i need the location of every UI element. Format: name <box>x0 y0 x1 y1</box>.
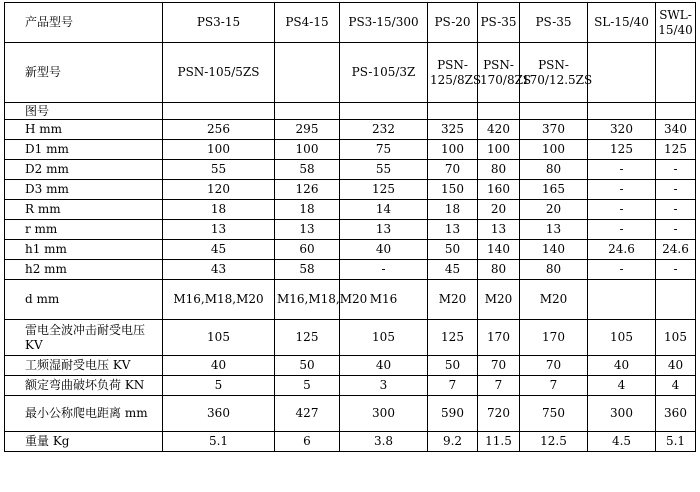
table-cell: PSN-170/12.5ZS <box>520 43 588 103</box>
table-cell: 11.5 <box>478 432 520 452</box>
row-label: D3 mm <box>5 180 163 200</box>
table-cell: 50 <box>275 356 340 376</box>
table-cell: 105 <box>163 320 275 356</box>
row-label: h2 mm <box>5 260 163 280</box>
table-cell: PSN-170/8ZS <box>478 43 520 103</box>
table-cell: 4 <box>588 376 656 396</box>
table-cell <box>520 103 588 120</box>
table-cell: 256 <box>163 120 275 140</box>
table-cell: 140 <box>520 240 588 260</box>
table-cell: 43 <box>163 260 275 280</box>
row-label: 工频湿耐受电压 KV <box>5 356 163 376</box>
table-cell: 45 <box>428 260 478 280</box>
table-cell: 170 <box>478 320 520 356</box>
table-cell: 6 <box>275 432 340 452</box>
table-cell: 160 <box>478 180 520 200</box>
table-cell: 125 <box>275 320 340 356</box>
table-cell: 80 <box>520 160 588 180</box>
row-label: R mm <box>5 200 163 220</box>
table-body <box>5 3 696 452</box>
table-cell: 105 <box>340 320 428 356</box>
table-cell: 55 <box>340 160 428 180</box>
table-cell: 370 <box>520 120 588 140</box>
table-cell <box>163 103 275 120</box>
table-row <box>5 160 696 180</box>
table-row <box>5 43 696 103</box>
table-cell <box>656 43 696 103</box>
table-cell: 420 <box>478 120 520 140</box>
table-cell: 80 <box>478 160 520 180</box>
table-cell: 140 <box>478 240 520 260</box>
table-cell: 427 <box>275 396 340 432</box>
table-cell: 80 <box>478 260 520 280</box>
table-cell: - <box>340 260 428 280</box>
row-label: 额定弯曲破坏负荷 KN <box>5 376 163 396</box>
table-cell: 4 <box>656 376 696 396</box>
table-cell: 5.1 <box>163 432 275 452</box>
table-cell: 18 <box>275 200 340 220</box>
table-cell: 360 <box>163 396 275 432</box>
table-cell: - <box>656 220 696 240</box>
table-cell: 7 <box>478 376 520 396</box>
table-cell: 50 <box>428 240 478 260</box>
table-cell <box>588 103 656 120</box>
table-cell: 295 <box>275 120 340 140</box>
table-cell: 18 <box>163 200 275 220</box>
table-cell: PS4-15 <box>275 3 340 43</box>
table-row <box>5 280 696 320</box>
table-cell: 55 <box>163 160 275 180</box>
table-cell: 40 <box>340 240 428 260</box>
table-cell: 40 <box>163 356 275 376</box>
table-cell: 4.5 <box>588 432 656 452</box>
table-cell: 9.2 <box>428 432 478 452</box>
table-cell: PSN-125/8ZS <box>428 43 478 103</box>
table-cell: 320 <box>588 120 656 140</box>
row-label: H mm <box>5 120 163 140</box>
table-row <box>5 200 696 220</box>
table-row <box>5 3 696 43</box>
table-row <box>5 180 696 200</box>
table-cell: 13 <box>163 220 275 240</box>
table-row <box>5 432 696 452</box>
table-cell: - <box>656 260 696 280</box>
table-cell: 125 <box>428 320 478 356</box>
table-cell: 13 <box>520 220 588 240</box>
table-cell: 105 <box>588 320 656 356</box>
table-cell: - <box>588 220 656 240</box>
table-cell <box>340 103 428 120</box>
row-label: r mm <box>5 220 163 240</box>
table-cell: 80 <box>520 260 588 280</box>
table-cell: 40 <box>340 356 428 376</box>
table-cell: 120 <box>163 180 275 200</box>
table-cell: 100 <box>163 140 275 160</box>
table-cell <box>428 103 478 120</box>
table-cell: 24.6 <box>656 240 696 260</box>
table-cell: - <box>588 160 656 180</box>
table-cell: 165 <box>520 180 588 200</box>
row-label: 雷电全波冲击耐受电压 KV <box>5 320 163 356</box>
table-cell: 5.1 <box>656 432 696 452</box>
table-cell: 70 <box>520 356 588 376</box>
table-cell <box>588 280 656 320</box>
table-cell: 126 <box>275 180 340 200</box>
table-cell: M16,M18,M20 <box>163 280 275 320</box>
table-row <box>5 260 696 280</box>
table-cell: 100 <box>478 140 520 160</box>
table-cell: 24.6 <box>588 240 656 260</box>
table-cell: 170 <box>520 320 588 356</box>
table-cell: 13 <box>275 220 340 240</box>
table-row <box>5 140 696 160</box>
table-cell: 100 <box>428 140 478 160</box>
table-cell: 750 <box>520 396 588 432</box>
table-row <box>5 120 696 140</box>
table-cell: PS3-15 <box>163 3 275 43</box>
row-label: 重量 Kg <box>5 432 163 452</box>
table-cell: 40 <box>588 356 656 376</box>
table-cell <box>275 103 340 120</box>
table-cell <box>275 43 340 103</box>
row-label: 新型号 <box>5 43 163 103</box>
table-row <box>5 240 696 260</box>
table-cell: - <box>588 260 656 280</box>
table-cell: 60 <box>275 240 340 260</box>
row-label: 图号 <box>5 103 163 120</box>
table-cell: 50 <box>428 356 478 376</box>
table-cell: 14 <box>340 200 428 220</box>
table-cell: 58 <box>275 260 340 280</box>
table-cell: PS-105/3Z <box>340 43 428 103</box>
table-cell: 40 <box>656 356 696 376</box>
table-cell: 340 <box>656 120 696 140</box>
table-cell: PSN-105/5ZS <box>163 43 275 103</box>
table-cell: M16,M18,M20 <box>275 280 340 320</box>
row-label: 最小公称爬电距离 mm <box>5 396 163 432</box>
table-cell <box>478 103 520 120</box>
table-cell: 13 <box>340 220 428 240</box>
table-cell: 100 <box>275 140 340 160</box>
row-label: 产品型号 <box>5 3 163 43</box>
table-cell: - <box>656 180 696 200</box>
table-cell: 7 <box>428 376 478 396</box>
table-cell: 70 <box>478 356 520 376</box>
table-cell: 20 <box>520 200 588 220</box>
table-row <box>5 320 696 356</box>
row-label: D2 mm <box>5 160 163 180</box>
table-cell: 3.8 <box>340 432 428 452</box>
table-cell: 325 <box>428 120 478 140</box>
table-cell <box>588 43 656 103</box>
table-cell: - <box>656 160 696 180</box>
table-cell: PS-35 <box>520 3 588 43</box>
table-cell: 720 <box>478 396 520 432</box>
table-cell: 300 <box>588 396 656 432</box>
table-cell <box>656 103 696 120</box>
table-cell: 3 <box>340 376 428 396</box>
table-cell: - <box>656 200 696 220</box>
table-cell: PS-35 <box>478 3 520 43</box>
table-cell: 7 <box>520 376 588 396</box>
table-cell: 18 <box>428 200 478 220</box>
row-label: d mm <box>5 280 163 320</box>
table-cell: 13 <box>478 220 520 240</box>
table-cell: M16 <box>340 280 428 320</box>
table-row <box>5 396 696 432</box>
table-cell: 13 <box>428 220 478 240</box>
table-cell: 125 <box>588 140 656 160</box>
table-cell: 5 <box>163 376 275 396</box>
table-cell: 105 <box>656 320 696 356</box>
table-cell: 75 <box>340 140 428 160</box>
table-cell: - <box>588 200 656 220</box>
table-cell: PS-20 <box>428 3 478 43</box>
table-cell: 100 <box>520 140 588 160</box>
table-cell <box>656 280 696 320</box>
table-cell: SL-15/40 <box>588 3 656 43</box>
table-cell: 20 <box>478 200 520 220</box>
row-label: D1 mm <box>5 140 163 160</box>
table-cell: SWL-15/40 <box>656 3 696 43</box>
table-cell: 5 <box>275 376 340 396</box>
table-cell: 590 <box>428 396 478 432</box>
table-cell: 58 <box>275 160 340 180</box>
table-cell: M20 <box>520 280 588 320</box>
table-cell: PS3-15/300 <box>340 3 428 43</box>
table-cell: 232 <box>340 120 428 140</box>
table-row <box>5 103 696 120</box>
row-label: h1 mm <box>5 240 163 260</box>
table-cell: M20 <box>428 280 478 320</box>
table-row <box>5 376 696 396</box>
table-cell: 125 <box>340 180 428 200</box>
table-cell: 45 <box>163 240 275 260</box>
table-cell: 150 <box>428 180 478 200</box>
table-cell: 300 <box>340 396 428 432</box>
table-cell: M20 <box>478 280 520 320</box>
spec-table <box>4 2 696 452</box>
table-cell: - <box>588 180 656 200</box>
table-cell: 12.5 <box>520 432 588 452</box>
table-row <box>5 356 696 376</box>
table-row <box>5 220 696 240</box>
table-cell: 70 <box>428 160 478 180</box>
table-cell: 360 <box>656 396 696 432</box>
table-cell: 125 <box>656 140 696 160</box>
